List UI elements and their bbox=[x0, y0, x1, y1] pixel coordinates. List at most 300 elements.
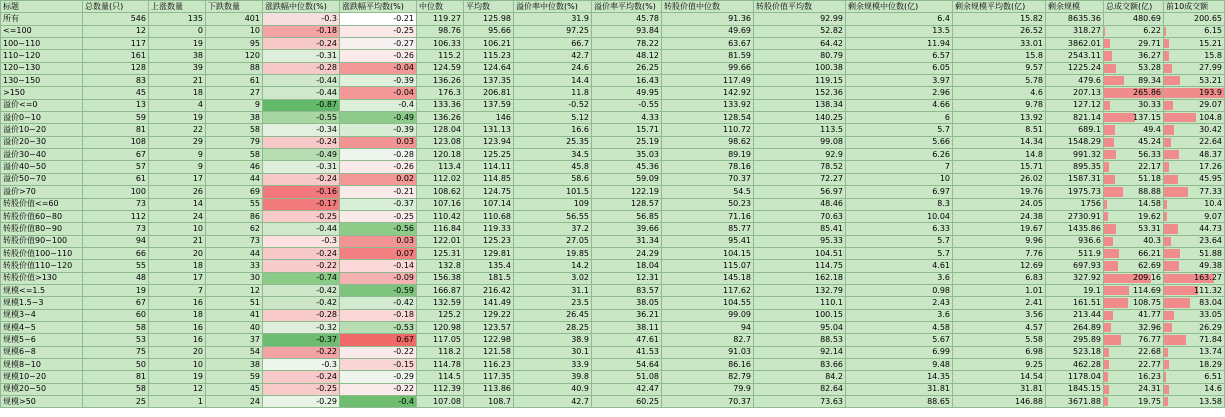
row-label: 溢价50~70 bbox=[1, 173, 83, 185]
table-cell bbox=[1164, 383, 1225, 395]
table-cell: 91.03 bbox=[662, 346, 754, 358]
bar-value: 265.86 bbox=[1133, 88, 1161, 98]
table-row[interactable] bbox=[1, 87, 1225, 99]
table-cell: 24 bbox=[206, 396, 263, 408]
table-cell: 2730.91 bbox=[1046, 210, 1104, 222]
table-cell: 479.6 bbox=[1046, 75, 1104, 87]
table-row[interactable] bbox=[1, 284, 1225, 296]
table-cell: 7 bbox=[846, 161, 953, 173]
bar-value: 13.74 bbox=[1199, 347, 1222, 357]
table-cell: 4 bbox=[149, 99, 206, 111]
table-row[interactable] bbox=[1, 321, 1225, 333]
bar-fill bbox=[1104, 397, 1108, 406]
bar-fill bbox=[1104, 39, 1110, 48]
table-cell: 6.98 bbox=[953, 346, 1046, 358]
table-cell: 318.27 bbox=[1046, 25, 1104, 37]
table-cell: 55 bbox=[83, 260, 149, 272]
table-cell: 161.51 bbox=[1046, 297, 1104, 309]
table-row[interactable] bbox=[1, 99, 1225, 111]
table-row[interactable] bbox=[1, 38, 1225, 50]
bar-fill bbox=[1164, 224, 1178, 233]
table-row[interactable] bbox=[1, 112, 1225, 124]
table-cell: 137.35 bbox=[464, 75, 514, 87]
table-cell: 19.85 bbox=[514, 247, 592, 259]
bar-fill bbox=[1104, 101, 1110, 110]
column-header[interactable]: 总数量(只) bbox=[83, 1, 149, 13]
table-cell: 128.57 bbox=[592, 198, 662, 210]
bar-value: 13.58 bbox=[1199, 396, 1222, 406]
table-cell: 45.78 bbox=[592, 13, 662, 25]
table-cell: 689.1 bbox=[1046, 124, 1104, 136]
table-cell bbox=[1164, 13, 1225, 25]
table-cell: 136.26 bbox=[417, 75, 464, 87]
table-cell: 123.57 bbox=[464, 321, 514, 333]
table-cell bbox=[1104, 161, 1164, 173]
row-label: 130~150 bbox=[1, 75, 83, 87]
table-row[interactable] bbox=[1, 235, 1225, 247]
table-cell bbox=[1164, 260, 1225, 272]
table-cell: 117.35 bbox=[464, 371, 514, 383]
table-cell: 24.6 bbox=[514, 62, 592, 74]
column-header[interactable]: 涨跌幅中位数(%) bbox=[263, 1, 340, 13]
table-cell: 16.6 bbox=[514, 124, 592, 136]
bar-fill bbox=[1104, 372, 1108, 381]
table-cell: 73 bbox=[206, 235, 263, 247]
table-cell: -0.26 bbox=[340, 161, 417, 173]
table-cell: 401 bbox=[206, 13, 263, 25]
table-cell: 3.6 bbox=[846, 309, 953, 321]
table-cell: -0.53 bbox=[340, 321, 417, 333]
table-cell: 51 bbox=[206, 297, 263, 309]
bar-fill bbox=[1104, 76, 1124, 85]
table-cell: 4.58 bbox=[846, 321, 953, 333]
table-cell: 115.07 bbox=[662, 260, 754, 272]
table-cell bbox=[1164, 309, 1225, 321]
row-label: 转股价值60~80 bbox=[1, 210, 83, 222]
bar-value: 163.27 bbox=[1194, 273, 1222, 283]
table-cell: 114.85 bbox=[464, 173, 514, 185]
table-cell: 108 bbox=[83, 136, 149, 148]
bar-value: 19.62 bbox=[1138, 211, 1161, 221]
table-cell: 5.7 bbox=[846, 247, 953, 259]
table-cell: 45 bbox=[206, 383, 263, 395]
bar-value: 14.6 bbox=[1204, 384, 1222, 394]
table-cell bbox=[1104, 297, 1164, 309]
table-row[interactable] bbox=[1, 136, 1225, 148]
table-cell: 9.48 bbox=[846, 358, 953, 370]
table-cell: 6.83 bbox=[953, 272, 1046, 284]
table-cell bbox=[1104, 198, 1164, 210]
table-cell: 19 bbox=[83, 284, 149, 296]
column-header[interactable]: 溢价率平均数(%) bbox=[592, 1, 662, 13]
table-cell: -0.39 bbox=[340, 75, 417, 87]
table-cell: 49.95 bbox=[592, 87, 662, 99]
table-cell: 133.36 bbox=[417, 99, 464, 111]
bar-fill bbox=[1164, 64, 1172, 73]
table-cell: 27 bbox=[206, 87, 263, 99]
table-cell: 16 bbox=[149, 297, 206, 309]
bar-value: 19.75 bbox=[1138, 396, 1161, 406]
table-cell: 48 bbox=[83, 272, 149, 284]
table-cell: -0.16 bbox=[263, 186, 340, 198]
table-cell: 125.31 bbox=[417, 247, 464, 259]
table-cell bbox=[1104, 136, 1164, 148]
row-label: 规模1.5~3 bbox=[1, 297, 83, 309]
column-header[interactable]: 上涨数量 bbox=[149, 1, 206, 13]
table-cell: 108.7 bbox=[464, 396, 514, 408]
bar-fill bbox=[1104, 249, 1119, 258]
table-row[interactable] bbox=[1, 247, 1225, 259]
table-cell: 18 bbox=[149, 87, 206, 99]
table-cell: 1548.29 bbox=[1046, 136, 1104, 148]
row-label: 溢价40~50 bbox=[1, 161, 83, 173]
table-row[interactable] bbox=[1, 198, 1225, 210]
table-cell: 24.38 bbox=[953, 210, 1046, 222]
row-label: 120~130 bbox=[1, 62, 83, 74]
table-cell: -0.15 bbox=[340, 358, 417, 370]
table-cell: 13.92 bbox=[953, 112, 1046, 124]
table-cell: 3.02 bbox=[514, 272, 592, 284]
table-row[interactable] bbox=[1, 210, 1225, 222]
table-cell: 128.04 bbox=[417, 124, 464, 136]
table-cell: -0.4 bbox=[340, 99, 417, 111]
column-header[interactable]: 转股价值平均数 bbox=[754, 1, 846, 13]
table-cell: 70.37 bbox=[662, 396, 754, 408]
table-cell: 48.46 bbox=[754, 198, 846, 210]
table-cell: 120.98 bbox=[417, 321, 464, 333]
table-row[interactable] bbox=[1, 62, 1225, 74]
table-cell: 42.7 bbox=[514, 396, 592, 408]
row-label: 转股价值<=60 bbox=[1, 198, 83, 210]
table-cell: 114.75 bbox=[754, 260, 846, 272]
table-cell: -0.22 bbox=[263, 346, 340, 358]
table-cell: 107.16 bbox=[417, 198, 464, 210]
table-row[interactable] bbox=[1, 371, 1225, 383]
table-cell: 115.2 bbox=[417, 50, 464, 62]
table-cell: 85.41 bbox=[754, 223, 846, 235]
bar-fill bbox=[1104, 237, 1113, 246]
column-header[interactable]: 中位数 bbox=[417, 1, 464, 13]
table-cell bbox=[1104, 284, 1164, 296]
bar-value: 15.8 bbox=[1204, 51, 1222, 61]
table-cell: -0.22 bbox=[263, 260, 340, 272]
table-cell: 523.18 bbox=[1046, 346, 1104, 358]
table-cell: -0.29 bbox=[340, 371, 417, 383]
table-row[interactable] bbox=[1, 13, 1225, 25]
table-cell: 116.23 bbox=[464, 358, 514, 370]
table-cell: -0.09 bbox=[340, 272, 417, 284]
table-row[interactable] bbox=[1, 186, 1225, 198]
row-label: 规模>50 bbox=[1, 396, 83, 408]
table-cell: 14 bbox=[149, 198, 206, 210]
column-header[interactable]: 溢价率中位数(%) bbox=[514, 1, 592, 13]
bar-value: 51.18 bbox=[1138, 174, 1161, 184]
bar-fill bbox=[1164, 212, 1167, 221]
row-label: 规模10~20 bbox=[1, 371, 83, 383]
table-cell: -0.18 bbox=[263, 25, 340, 37]
table-row[interactable] bbox=[1, 161, 1225, 173]
table-cell bbox=[1164, 99, 1225, 111]
table-cell: 121.58 bbox=[464, 346, 514, 358]
table-row[interactable] bbox=[1, 334, 1225, 346]
table-cell: 107.14 bbox=[464, 198, 514, 210]
row-label: 溢价30~40 bbox=[1, 149, 83, 161]
row-label: 所有 bbox=[1, 13, 83, 25]
table-cell: 133.92 bbox=[662, 99, 754, 111]
table-cell: -0.28 bbox=[263, 62, 340, 74]
table-cell bbox=[1164, 247, 1225, 259]
table-cell: -0.4 bbox=[340, 396, 417, 408]
table-cell: 6.99 bbox=[846, 346, 953, 358]
table-cell bbox=[1164, 173, 1225, 185]
column-header[interactable]: 标题 bbox=[1, 1, 83, 13]
table-cell: 122.01 bbox=[417, 235, 464, 247]
table-cell bbox=[1104, 371, 1164, 383]
table-cell: 132.79 bbox=[754, 284, 846, 296]
column-header[interactable]: 转股价值中位数 bbox=[662, 1, 754, 13]
table-row[interactable] bbox=[1, 346, 1225, 358]
table-cell: -0.59 bbox=[340, 284, 417, 296]
bar-fill bbox=[1164, 261, 1179, 270]
table-cell: 1.01 bbox=[953, 284, 1046, 296]
table-cell bbox=[1164, 124, 1225, 136]
bar-value: 49.4 bbox=[1143, 125, 1161, 135]
row-label: 转股价值>130 bbox=[1, 272, 83, 284]
table-cell: 12.31 bbox=[592, 272, 662, 284]
table-cell: 14.4 bbox=[514, 75, 592, 87]
table-cell: 2.43 bbox=[846, 297, 953, 309]
table-cell: 40 bbox=[206, 321, 263, 333]
table-cell: 31.81 bbox=[953, 383, 1046, 395]
table-cell: 132.8 bbox=[417, 260, 464, 272]
table-cell: 0.03 bbox=[340, 136, 417, 148]
table-row[interactable] bbox=[1, 223, 1225, 235]
table-cell: 72.27 bbox=[754, 173, 846, 185]
table-cell: 15.71 bbox=[953, 161, 1046, 173]
table-cell: 104.55 bbox=[662, 297, 754, 309]
table-cell: 42.47 bbox=[592, 383, 662, 395]
table-cell: 136.26 bbox=[417, 112, 464, 124]
table-cell: 19 bbox=[149, 38, 206, 50]
table-cell: 91.36 bbox=[662, 13, 754, 25]
table-cell: 1756 bbox=[1046, 198, 1104, 210]
table-cell: 79.9 bbox=[662, 383, 754, 395]
table-cell: 104.51 bbox=[754, 247, 846, 259]
bar-value: 22.17 bbox=[1138, 162, 1161, 172]
bar-fill bbox=[1164, 237, 1171, 246]
row-label: 110~120 bbox=[1, 50, 83, 62]
table-cell: 124.75 bbox=[464, 186, 514, 198]
table-row[interactable] bbox=[1, 124, 1225, 136]
bar-fill bbox=[1164, 323, 1172, 332]
table-cell bbox=[1164, 161, 1225, 173]
table-cell: 123.94 bbox=[464, 136, 514, 148]
column-header[interactable]: 剩余规模 bbox=[1046, 1, 1104, 13]
table-cell: 16 bbox=[149, 334, 206, 346]
table-cell: 25.19 bbox=[592, 136, 662, 148]
table-cell: 41 bbox=[206, 309, 263, 321]
table-cell: 99.66 bbox=[662, 62, 754, 74]
table-cell: 462.28 bbox=[1046, 358, 1104, 370]
table-cell: 47.61 bbox=[592, 334, 662, 346]
table-cell: 128.54 bbox=[662, 112, 754, 124]
table-cell bbox=[1104, 38, 1164, 50]
table-cell: 19.1 bbox=[1046, 284, 1104, 296]
table-cell: -0.37 bbox=[263, 334, 340, 346]
column-header[interactable]: 涨跌幅平均数(%) bbox=[340, 1, 417, 13]
table-row[interactable] bbox=[1, 297, 1225, 309]
table-row[interactable] bbox=[1, 50, 1225, 62]
table-cell: 1975.73 bbox=[1046, 186, 1104, 198]
bar-fill bbox=[1104, 187, 1123, 196]
table-cell bbox=[1164, 75, 1225, 87]
table-cell: 92.9 bbox=[754, 149, 846, 161]
table-cell: 58 bbox=[206, 149, 263, 161]
table-cell: 31.1 bbox=[514, 284, 592, 296]
table-row[interactable] bbox=[1, 396, 1225, 408]
table-cell: 12 bbox=[206, 284, 263, 296]
bar-value: 10.4 bbox=[1204, 199, 1222, 209]
table-cell: 14.8 bbox=[953, 149, 1046, 161]
table-cell: 19.67 bbox=[953, 223, 1046, 235]
table-cell: 125.98 bbox=[464, 13, 514, 25]
table-cell: 83.66 bbox=[754, 358, 846, 370]
table-cell: 114.78 bbox=[417, 358, 464, 370]
table-cell bbox=[1164, 112, 1225, 124]
bar-fill bbox=[1164, 162, 1169, 171]
column-header[interactable]: 总成交额(亿) bbox=[1104, 1, 1164, 13]
table-cell: 117.05 bbox=[417, 334, 464, 346]
table-cell: 45.36 bbox=[592, 161, 662, 173]
row-label: 溢价10~20 bbox=[1, 124, 83, 136]
bar-fill bbox=[1104, 261, 1118, 270]
table-cell: 4.33 bbox=[592, 112, 662, 124]
table-cell: 936.6 bbox=[1046, 235, 1104, 247]
table-cell: 112 bbox=[83, 210, 149, 222]
table-cell: 30.1 bbox=[514, 346, 592, 358]
bar-value: 22.64 bbox=[1199, 137, 1222, 147]
table-cell: -0.17 bbox=[263, 198, 340, 210]
bar-value: 26.29 bbox=[1199, 322, 1222, 332]
bar-fill bbox=[1164, 335, 1186, 344]
column-header[interactable]: 前10成交额 bbox=[1164, 1, 1225, 13]
bar-value: 29.71 bbox=[1138, 38, 1161, 48]
table-cell: 25 bbox=[83, 396, 149, 408]
bar-fill bbox=[1104, 200, 1107, 209]
table-cell: 31.9 bbox=[514, 13, 592, 25]
table-cell bbox=[1164, 210, 1225, 222]
row-label: 溢价0~10 bbox=[1, 112, 83, 124]
table-cell: 991.32 bbox=[1046, 149, 1104, 161]
bar-fill bbox=[1104, 323, 1111, 332]
row-label: 转股价值80~90 bbox=[1, 223, 83, 235]
table-cell: 98.62 bbox=[662, 136, 754, 148]
bar-fill bbox=[1164, 372, 1166, 381]
table-cell: 9.25 bbox=[953, 358, 1046, 370]
table-cell: -0.49 bbox=[263, 149, 340, 161]
table-row[interactable] bbox=[1, 383, 1225, 395]
table-row[interactable] bbox=[1, 25, 1225, 37]
table-row[interactable] bbox=[1, 149, 1225, 161]
table-cell: 114.11 bbox=[464, 161, 514, 173]
table-cell: 59 bbox=[83, 112, 149, 124]
table-cell bbox=[1164, 371, 1225, 383]
table-cell: 51.08 bbox=[592, 371, 662, 383]
column-header[interactable]: 剩余规模平均数(亿) bbox=[953, 1, 1046, 13]
bar-fill bbox=[1104, 162, 1109, 171]
table-cell: 42.7 bbox=[514, 50, 592, 62]
table-cell: 2543.11 bbox=[1046, 50, 1104, 62]
table-cell bbox=[1104, 112, 1164, 124]
table-cell: 107.08 bbox=[417, 396, 464, 408]
table-cell: 14.2 bbox=[514, 260, 592, 272]
table-cell: 5.58 bbox=[953, 334, 1046, 346]
table-cell: 18 bbox=[149, 260, 206, 272]
table-cell: 50 bbox=[83, 358, 149, 370]
table-cell: 511.9 bbox=[1046, 247, 1104, 259]
table-cell: 73 bbox=[83, 223, 149, 235]
bar-fill bbox=[1164, 298, 1190, 307]
row-label: 转股价值100~110 bbox=[1, 247, 83, 259]
table-cell: 1225.24 bbox=[1046, 62, 1104, 74]
bar-value: 53.21 bbox=[1199, 75, 1222, 85]
bar-value: 18.29 bbox=[1199, 359, 1222, 369]
bar-value: 137.15 bbox=[1133, 112, 1161, 122]
bar-fill bbox=[1164, 200, 1167, 209]
table-row[interactable] bbox=[1, 272, 1225, 284]
bar-fill bbox=[1104, 385, 1109, 394]
bar-value: 480.69 bbox=[1133, 14, 1161, 24]
table-cell: 109 bbox=[514, 198, 592, 210]
table-row[interactable] bbox=[1, 309, 1225, 321]
column-header[interactable]: 下跌数量 bbox=[206, 1, 263, 13]
table-cell: 16.43 bbox=[592, 75, 662, 87]
bar-fill bbox=[1104, 286, 1129, 295]
table-cell bbox=[1104, 13, 1164, 25]
table-cell: 108.62 bbox=[417, 186, 464, 198]
table-cell: 213.44 bbox=[1046, 309, 1104, 321]
table-row[interactable] bbox=[1, 358, 1225, 370]
table-cell bbox=[1164, 186, 1225, 198]
table-cell: 9.78 bbox=[953, 99, 1046, 111]
table-cell: -0.24 bbox=[263, 173, 340, 185]
table-cell: -0.28 bbox=[263, 309, 340, 321]
bar-fill bbox=[1104, 27, 1105, 36]
table-cell bbox=[1164, 396, 1225, 408]
table-cell: 206.81 bbox=[464, 87, 514, 99]
table-cell: 119.27 bbox=[417, 13, 464, 25]
table-cell: 44 bbox=[206, 173, 263, 185]
table-cell: 3.6 bbox=[846, 272, 953, 284]
table-row[interactable] bbox=[1, 173, 1225, 185]
bar-value: 30.42 bbox=[1199, 125, 1222, 135]
table-cell: 123.08 bbox=[417, 136, 464, 148]
table-cell: -0.55 bbox=[263, 112, 340, 124]
column-header[interactable]: 平均数 bbox=[464, 1, 514, 13]
bar-fill bbox=[1104, 138, 1114, 147]
table-row[interactable] bbox=[1, 260, 1225, 272]
table-row[interactable] bbox=[1, 75, 1225, 87]
table-cell bbox=[1104, 62, 1164, 74]
table-cell bbox=[1104, 358, 1164, 370]
row-label: 规模3~4 bbox=[1, 309, 83, 321]
column-header[interactable]: 剩余规模中位数(亿) bbox=[846, 1, 953, 13]
table-cell bbox=[1164, 358, 1225, 370]
table-cell: 1 bbox=[149, 396, 206, 408]
table-cell: 82.79 bbox=[662, 371, 754, 383]
table-cell: 18 bbox=[149, 309, 206, 321]
table-cell: 10 bbox=[149, 223, 206, 235]
